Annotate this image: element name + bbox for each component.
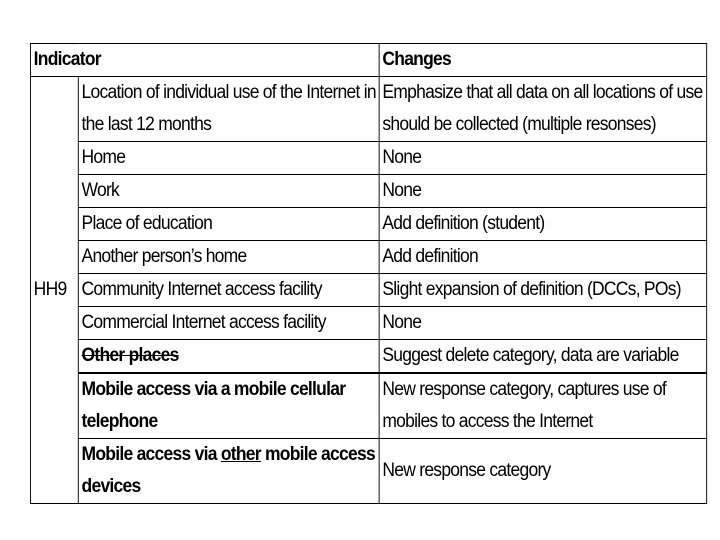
table-row xyxy=(30,77,706,142)
table-row xyxy=(30,142,706,175)
changes-cell: None xyxy=(379,307,707,340)
changes-cell: Add definition xyxy=(379,241,707,274)
changes-cell: None xyxy=(379,175,707,208)
table-row xyxy=(30,274,706,307)
indicator-cell: Work xyxy=(78,175,379,208)
changes-cell: Slight expansion of definition (DCCs, POs) xyxy=(379,274,707,307)
table-row xyxy=(30,373,706,439)
indicator-cell-struck: Other places xyxy=(78,340,379,374)
indicator-text-after: mobile access devices xyxy=(81,444,375,497)
table-row xyxy=(30,340,706,374)
changes-cell: New response category xyxy=(379,439,707,504)
changes-cell: Emphasize that all data on all locations of use should be collected (multiple resonses) xyxy=(379,77,707,142)
header-changes: Changes xyxy=(379,44,707,77)
table-row xyxy=(30,208,706,241)
header-indicator: Indicator xyxy=(30,44,379,77)
changes-cell: Add definition (student) xyxy=(379,208,707,241)
changes-cell: Suggest delete category, data are variable xyxy=(379,340,707,374)
indicator-text-emphasis: other xyxy=(220,444,261,465)
indicator-text-before: Mobile access via xyxy=(81,444,221,465)
indicator-cell: Mobile access via a mobile cellular telephone xyxy=(78,373,379,439)
table-row xyxy=(30,307,706,340)
indicator-cell xyxy=(78,439,379,504)
indicator-cell: Home xyxy=(78,142,379,175)
changes-cell: None xyxy=(379,142,707,175)
table-row xyxy=(30,241,706,274)
indicator-cell: Location of individual use of the Internet in the last 12 months xyxy=(78,77,379,142)
table-header-row xyxy=(30,44,706,77)
indicator-cell: Community Internet access facility xyxy=(78,274,379,307)
table-row xyxy=(30,175,706,208)
table-row xyxy=(30,439,706,504)
indicator-cell: Place of education xyxy=(78,208,379,241)
indicator-changes-table xyxy=(30,43,707,504)
indicator-cell: Commercial Internet access facility xyxy=(78,307,379,340)
changes-cell: New response category, captures use of mobiles to access the Internet xyxy=(379,373,707,439)
indicator-code-cell: HH9 xyxy=(30,77,78,504)
indicator-cell: Another person’s home xyxy=(78,241,379,274)
